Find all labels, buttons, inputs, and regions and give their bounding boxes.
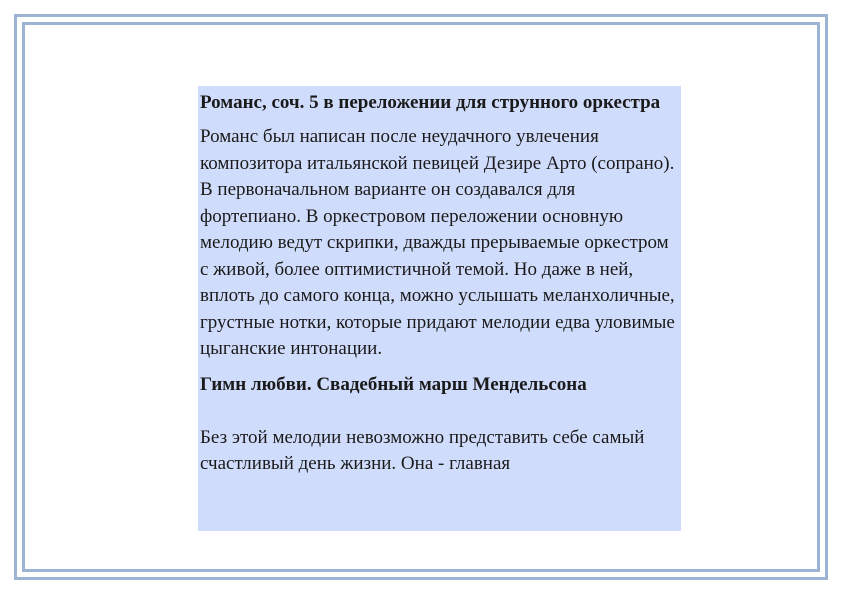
- section-body-hymn: Без этой мелодии невозможно представить себе самый счастливый день жизни. Она - главная: [200, 426, 645, 474]
- section-heading-hymn: Гимн любви. Свадебный марш Мендельсона: [200, 373, 587, 395]
- section-heading-romance: Романс, соч. 5 в переложении для струнного оркестра: [200, 92, 661, 113]
- text-block: [198, 86, 681, 531]
- spacer: [200, 117, 679, 124]
- spacer: [200, 363, 679, 370]
- spacer: [200, 399, 679, 425]
- section-body-romance: Романс был написан после неудачного увлечения композитора итальянской певицей Дезире Арто (сопрано). В первоначальном варианте он создавался для фортепиано. В оркестровом переложении основную мелодию ведут скрипки, дважды прерываемые оркестром с живой, более оптимистичной темой. Но даже в ней, вплоть до самого конца, можно услышать меланхоличные, грустные нотки, которые придают мелодии едва уловимые цыганские интонации.: [200, 126, 675, 359]
